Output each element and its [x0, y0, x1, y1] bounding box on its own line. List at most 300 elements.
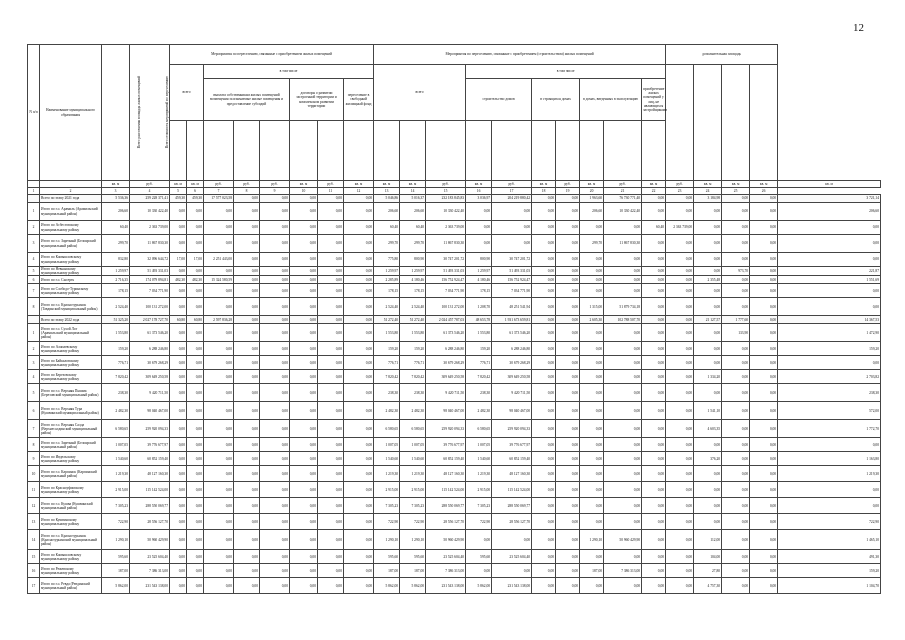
value-cell: 5 862,00 [400, 578, 426, 594]
value-cell: 0,00 [532, 402, 556, 420]
value-cell: 23 525 604,40 [492, 550, 532, 564]
table-row [28, 550, 881, 564]
value-cell: 0,00 [344, 498, 374, 514]
value-cell: 0,00 [694, 267, 722, 276]
value-cell: 0,00 [318, 420, 344, 438]
table-row [28, 221, 881, 235]
value-cell: 776,71 [102, 356, 130, 370]
value-cell: 0,00 [604, 452, 642, 466]
value-cell: 0,00 [642, 530, 666, 550]
value-cell: 0,00 [722, 498, 750, 514]
value-cell: 51 272,40 [374, 316, 400, 324]
row-number: 5 [28, 384, 40, 402]
row-name: Итого по г.о. Верхняя Тура (Кушвинский муниципальный район) [40, 402, 102, 420]
value-cell: 206,60 [400, 203, 426, 221]
unit-cell: руб. [234, 181, 260, 188]
value-cell: 0,00 [778, 298, 881, 316]
unit-cell: кв. м [778, 181, 881, 188]
value-cell: 30 747 201,72 [426, 253, 466, 267]
column-number: 13 [374, 188, 400, 195]
value-cell: 0,00 [187, 466, 204, 482]
sub-acq-entered: в домах, введенных в эксплуатацию [580, 79, 642, 121]
value-cell: 0,00 [750, 195, 778, 203]
value-cell: 0,00 [580, 498, 604, 514]
value-cell: 776,71 [466, 356, 492, 370]
value-cell: 1 472,90 [778, 324, 881, 342]
value-cell: 0,00 [556, 221, 580, 235]
value-cell: 0,00 [532, 276, 556, 284]
value-cell: 0,00 [204, 482, 234, 498]
build-incl: в том числе [466, 65, 666, 79]
value-cell: 0,00 [580, 221, 604, 235]
value-cell: 206,60 [778, 203, 881, 221]
value-cell: 0,00 [750, 221, 778, 235]
value-cell: 1 551,69 [778, 276, 881, 284]
value-cell: 0,00 [204, 356, 234, 370]
value-cell: 0,00 [260, 203, 290, 221]
value-cell: 0,00 [187, 420, 204, 438]
row-number: 6 [28, 402, 40, 420]
column-number: 2 [40, 188, 102, 195]
value-cell: 0,00 [260, 195, 290, 203]
row-name: Итого по г.о. Краснотурьинск (Тавдинский муниципальный район) [40, 298, 102, 316]
value-cell: 0,00 [187, 370, 204, 384]
value-cell: 30 679 268,29 [130, 356, 170, 370]
value-cell: 0,00 [642, 564, 666, 578]
value-cell: 0,00 [642, 267, 666, 276]
value-cell: 0,00 [187, 384, 204, 402]
value-cell: 0,00 [234, 550, 260, 564]
value-cell: 1 208,70 [466, 298, 492, 316]
value-cell: 0,00 [204, 203, 234, 221]
value-cell: 722,90 [374, 514, 400, 530]
value-cell: 0,00 [778, 356, 881, 370]
row-number: 14 [28, 530, 40, 550]
value-cell: 60 852 159,40 [492, 452, 532, 466]
value-cell: 0,00 [580, 276, 604, 284]
value-cell: 0,00 [750, 342, 778, 356]
value-cell: 0,00 [556, 267, 580, 276]
unit-cell: руб. [318, 181, 344, 188]
value-cell: 0,00 [234, 452, 260, 466]
value-cell: 0,00 [290, 452, 318, 466]
h-blank [426, 121, 466, 181]
row-number [28, 316, 40, 324]
value-cell: 0,00 [778, 498, 881, 514]
value-cell: 0,00 [580, 452, 604, 466]
value-cell: 0,00 [187, 564, 204, 578]
table-row [28, 235, 881, 253]
value-cell: 206,60 [374, 203, 400, 221]
value-cell: 2 524,40 [374, 298, 400, 316]
unit-cell: кв. м [170, 181, 187, 188]
value-cell: 98 040 467,00 [492, 402, 532, 420]
row-name: Итого по г.о. Заречный (Белоярский муниципальный район) [40, 438, 102, 452]
value-cell: 288 550 069,77 [426, 498, 466, 514]
value-cell: 11 867 830,30 [426, 235, 466, 253]
value-cell: 0,00 [750, 530, 778, 550]
value-cell: 0,00 [290, 578, 318, 594]
value-cell: 2 482,30 [102, 402, 130, 420]
value-cell: 21 127,57 [694, 316, 722, 324]
value-cell: 0,00 [187, 284, 204, 298]
value-cell: 0,00 [556, 324, 580, 342]
value-cell: 800,90 [400, 253, 426, 267]
value-cell: 7 034 771,90 [492, 284, 532, 298]
value-cell: 0,00 [290, 498, 318, 514]
value-cell: 51 493 331,03 [426, 267, 466, 276]
value-cell: 0,00 [290, 298, 318, 316]
value-cell: 0,00 [750, 324, 778, 342]
value-cell: 15 324 580,59 [204, 276, 234, 284]
group-build: Мероприятия по переселению, связанные с приобретением (строительством) жилых помещений [374, 45, 666, 65]
value-cell: 0,00 [604, 498, 642, 514]
value-cell: 0,00 [722, 514, 750, 530]
value-cell: 9 420 711,50 [492, 384, 532, 402]
value-cell: 299,70 [580, 235, 604, 253]
value-cell: 1 540,60 [466, 452, 492, 466]
value-cell: 0,00 [694, 384, 722, 402]
value-cell: 0,00 [532, 324, 556, 342]
value-cell: 0,00 [604, 276, 642, 284]
value-cell: 0,00 [532, 316, 556, 324]
value-cell: 5 016,37 [400, 195, 426, 203]
column-number: 5 [170, 188, 187, 195]
value-cell: 0,00 [580, 420, 604, 438]
value-cell: 0,00 [694, 514, 722, 530]
value-cell: 0,00 [532, 195, 556, 203]
value-cell: 0,00 [234, 316, 260, 324]
value-cell: 0,00 [694, 253, 722, 267]
sub-free-fund: переселение в свободный жилищный фонд [344, 79, 374, 121]
value-cell: 0,00 [750, 253, 778, 267]
h-blank [532, 121, 556, 181]
value-cell: 595,60 [102, 550, 130, 564]
value-cell: 0,00 [344, 276, 374, 284]
value-cell: 2 605,30 [580, 316, 604, 324]
value-cell: 17,00 [187, 253, 204, 267]
value-cell: 0,00 [722, 384, 750, 402]
row-name: Итого по г.о. Сухой Лог (Арамильский муниципальный район) [40, 324, 102, 342]
value-cell: 0,00 [234, 384, 260, 402]
row-number: 2 [28, 221, 40, 235]
row-name: Итого по г.о. Кушва (Кушвинский муниципальный район) [40, 498, 102, 514]
value-cell: 0,00 [722, 452, 750, 466]
value-cell: 0,00 [170, 578, 187, 594]
value-cell: 0,00 [318, 221, 344, 235]
value-cell: 159,20 [102, 342, 130, 356]
value-cell: 0,00 [260, 276, 290, 284]
value-cell: 0,00 [556, 452, 580, 466]
value-cell: 0,00 [290, 530, 318, 550]
value-cell: 0,00 [344, 530, 374, 550]
row-name: Итого по Березовскому муниципальному району [40, 370, 102, 384]
value-cell: 0,00 [666, 276, 694, 284]
value-cell: 159,20 [400, 342, 426, 356]
value-cell: 0,00 [170, 438, 187, 452]
value-cell: 0,00 [204, 498, 234, 514]
value-cell: 1 104,70 [778, 578, 881, 594]
h-blank [318, 121, 344, 181]
value-cell: 6 288 246,80 [492, 342, 532, 356]
column-number: 7 [204, 188, 234, 195]
value-cell: 0,00 [532, 564, 556, 578]
h-blank [187, 121, 204, 181]
value-cell: 0,00 [532, 267, 556, 276]
row-number: 1 [28, 324, 40, 342]
value-cell: 0,00 [234, 482, 260, 498]
value-cell: 0,00 [642, 482, 666, 498]
value-cell: 482,30 [187, 276, 204, 284]
value-cell: 0,00 [666, 550, 694, 564]
value-cell: 0,00 [778, 235, 881, 253]
value-cell: 50 960 429,90 [130, 530, 170, 550]
unit-cell: руб. [604, 181, 642, 188]
value-cell: 0,00 [204, 324, 234, 342]
value-cell: 722,90 [400, 514, 426, 530]
value-cell: 0,00 [642, 276, 666, 284]
value-cell: 1 259,97 [102, 267, 130, 276]
value-cell: 0,00 [344, 284, 374, 298]
value-cell: 178,15 [466, 284, 492, 298]
row-name: Итого по г.о. Ревда (Ревдинский муниципальный район) [40, 578, 102, 594]
value-cell: 0,00 [344, 514, 374, 530]
value-cell: 0,00 [290, 564, 318, 578]
value-cell: 0,00 [604, 466, 642, 482]
value-cell: 0,00 [556, 316, 580, 324]
value-cell: 0,00 [580, 284, 604, 298]
value-cell: 0,00 [556, 384, 580, 402]
table-row [28, 253, 881, 267]
unit-cell: кв. м [722, 181, 750, 188]
row-name: Всего по этапу 2022 года [40, 316, 102, 324]
row-number: 13 [28, 514, 40, 530]
value-cell: 0,00 [750, 267, 778, 276]
excess-1 [666, 65, 694, 181]
value-cell: 0,00 [532, 356, 556, 370]
value-cell: 0,00 [187, 438, 204, 452]
value-cell: 0,00 [722, 342, 750, 356]
value-cell: 0,00 [466, 235, 492, 253]
value-cell: 0,00 [604, 284, 642, 298]
value-cell: 0,00 [532, 466, 556, 482]
value-cell: 0,00 [318, 514, 344, 530]
table-row [28, 370, 881, 384]
value-cell: 0,00 [344, 370, 374, 384]
value-cell: 17 577 023,58 [204, 195, 234, 203]
value-cell: 0,00 [466, 203, 492, 221]
value-cell: 0,00 [750, 235, 778, 253]
column-number: 16 [466, 188, 492, 195]
value-cell: 0,00 [260, 466, 290, 482]
value-cell: 0,00 [666, 498, 694, 514]
value-cell: 0,00 [318, 235, 344, 253]
value-cell: 0,00 [260, 284, 290, 298]
value-cell: 0,00 [556, 564, 580, 578]
value-cell: 0,00 [466, 530, 492, 550]
value-cell: 7 034 771,90 [426, 284, 466, 298]
column-numbers-row [28, 188, 881, 195]
value-cell: 0,00 [556, 498, 580, 514]
value-cell: 0,00 [260, 578, 290, 594]
value-cell: 0,00 [666, 466, 694, 482]
value-cell: 0,00 [580, 342, 604, 356]
value-cell: 0,00 [318, 276, 344, 284]
units-row [28, 181, 881, 188]
value-cell: 7 386 313,00 [426, 564, 466, 578]
value-cell: 0,00 [290, 276, 318, 284]
value-cell: 1 290,10 [580, 530, 604, 550]
table-body [28, 195, 881, 594]
value-cell: 0,00 [666, 342, 694, 356]
value-cell: 0,00 [642, 235, 666, 253]
value-cell: 0,00 [344, 420, 374, 438]
value-cell: 1 553,80 [466, 324, 492, 342]
value-cell: 5 536,36 [102, 195, 130, 203]
value-cell: 0,00 [604, 402, 642, 420]
value-cell: 112,00 [694, 530, 722, 550]
row-number: 11 [28, 482, 40, 498]
value-cell: 51 272,40 [400, 316, 426, 324]
value-cell: 2 915,00 [102, 482, 130, 498]
value-cell: 0,00 [666, 298, 694, 316]
value-cell: 0,00 [204, 438, 234, 452]
value-cell: 2 716,35 [102, 276, 130, 284]
value-cell: 0,00 [318, 564, 344, 578]
value-cell: 206,60 [102, 203, 130, 221]
value-cell: 238,30 [400, 384, 426, 402]
row-number: 15 [28, 550, 40, 564]
value-cell: 0,00 [260, 420, 290, 438]
value-cell: 2 703,82 [778, 370, 881, 384]
sub-build: строительство домов [466, 79, 532, 121]
value-cell: 0,00 [532, 370, 556, 384]
value-cell: 0,00 [722, 298, 750, 316]
value-cell: 0,00 [187, 324, 204, 342]
value-cell: 0,00 [722, 370, 750, 384]
value-cell: 0,00 [290, 402, 318, 420]
column-number: 20 [580, 188, 604, 195]
resettlement-table [27, 44, 881, 594]
value-cell: 0,00 [344, 324, 374, 342]
value-cell: 0,00 [170, 530, 187, 550]
value-cell: 0,00 [260, 221, 290, 235]
row-number: 12 [28, 498, 40, 514]
value-cell: 6 580,65 [102, 420, 130, 438]
value-cell: 0,00 [642, 466, 666, 482]
col-total-cost: Всего стоимость мероприятий по переселению [130, 45, 170, 181]
value-cell: 0,00 [204, 384, 234, 402]
column-number: 6 [187, 188, 204, 195]
value-cell: 0,00 [750, 370, 778, 384]
value-cell: 0,00 [234, 356, 260, 370]
value-cell: 0,00 [642, 452, 666, 466]
unit-cell: кв. м [642, 181, 666, 188]
value-cell: 0,00 [318, 438, 344, 452]
value-cell: 776,71 [374, 356, 400, 370]
row-number: 5 [28, 267, 40, 276]
value-cell: 2 915,00 [374, 482, 400, 498]
value-cell: 0,00 [666, 195, 694, 203]
value-cell: 0,00 [290, 221, 318, 235]
value-cell: 0,00 [532, 420, 556, 438]
column-number: 4 [130, 188, 170, 195]
row-name: Итого по Невьянскому муниципальному району [40, 267, 102, 276]
value-cell: 0,00 [666, 203, 694, 221]
value-cell: 0,00 [344, 564, 374, 578]
unit-cell: кв. м [750, 181, 778, 188]
value-cell: 0,00 [344, 203, 374, 221]
value-cell: 30 747 201,72 [492, 253, 532, 267]
value-cell: 0,00 [722, 402, 750, 420]
value-cell: 1 553,80 [102, 324, 130, 342]
value-cell: 776,71 [400, 356, 426, 370]
value-cell: 0,00 [580, 578, 604, 594]
value-cell: 0,00 [604, 482, 642, 498]
value-cell: 0,00 [318, 482, 344, 498]
value-cell: 1 540,60 [102, 452, 130, 466]
column-number: 25 [722, 188, 750, 195]
column-number: 22 [642, 188, 666, 195]
value-cell: 0,00 [532, 498, 556, 514]
value-cell: 5 862,00 [102, 578, 130, 594]
value-cell: 6 288 246,80 [130, 342, 170, 356]
unit-cell: руб. [666, 181, 694, 188]
unit-cell: кв. м [400, 181, 426, 188]
value-cell: 61 373 546,20 [426, 324, 466, 342]
value-cell: 0,00 [260, 564, 290, 578]
value-cell: 1 777,60 [722, 316, 750, 324]
value-cell: 595,60 [400, 550, 426, 564]
value-cell: 0,00 [556, 514, 580, 530]
value-cell: 0,00 [722, 221, 750, 235]
value-cell: 0,00 [750, 514, 778, 530]
h-blank [604, 121, 642, 181]
value-cell: 6 288 246,80 [426, 342, 466, 356]
value-cell: 0,00 [556, 466, 580, 482]
value-cell: 174 079 894,81 [130, 276, 170, 284]
value-cell: 27,80 [694, 564, 722, 578]
value-cell: 0,00 [234, 514, 260, 530]
value-cell: 0,00 [344, 221, 374, 235]
value-cell: 1 540,60 [400, 452, 426, 466]
value-cell: 0,00 [492, 530, 532, 550]
value-cell: 0,00 [556, 482, 580, 498]
value-cell: 0,00 [642, 195, 666, 203]
column-number: 8 [234, 188, 260, 195]
value-cell: 0,00 [204, 452, 234, 466]
value-cell: 0,00 [260, 384, 290, 402]
value-cell: 0,00 [750, 284, 778, 298]
value-cell: 48 653,78 [466, 316, 492, 324]
h-blank [492, 121, 532, 181]
value-cell: 299,70 [102, 235, 130, 253]
value-cell: 0,00 [187, 402, 204, 420]
value-cell: 0,00 [556, 356, 580, 370]
row-name: Итого по г.о. Карпинск (Карпинский муниципальный район) [40, 466, 102, 482]
unit-cell: руб. [426, 181, 466, 188]
value-cell: 0,00 [750, 298, 778, 316]
value-cell: 0,00 [260, 438, 290, 452]
value-cell: 0,00 [556, 342, 580, 356]
value-cell: 133,90 [722, 324, 750, 342]
value-cell: 0,00 [234, 284, 260, 298]
value-cell: 0,00 [290, 420, 318, 438]
value-cell: 1 465,10 [778, 530, 881, 550]
value-cell: 0,00 [234, 420, 260, 438]
value-cell: 76 730 771,40 [604, 195, 642, 203]
table-row [28, 498, 881, 514]
